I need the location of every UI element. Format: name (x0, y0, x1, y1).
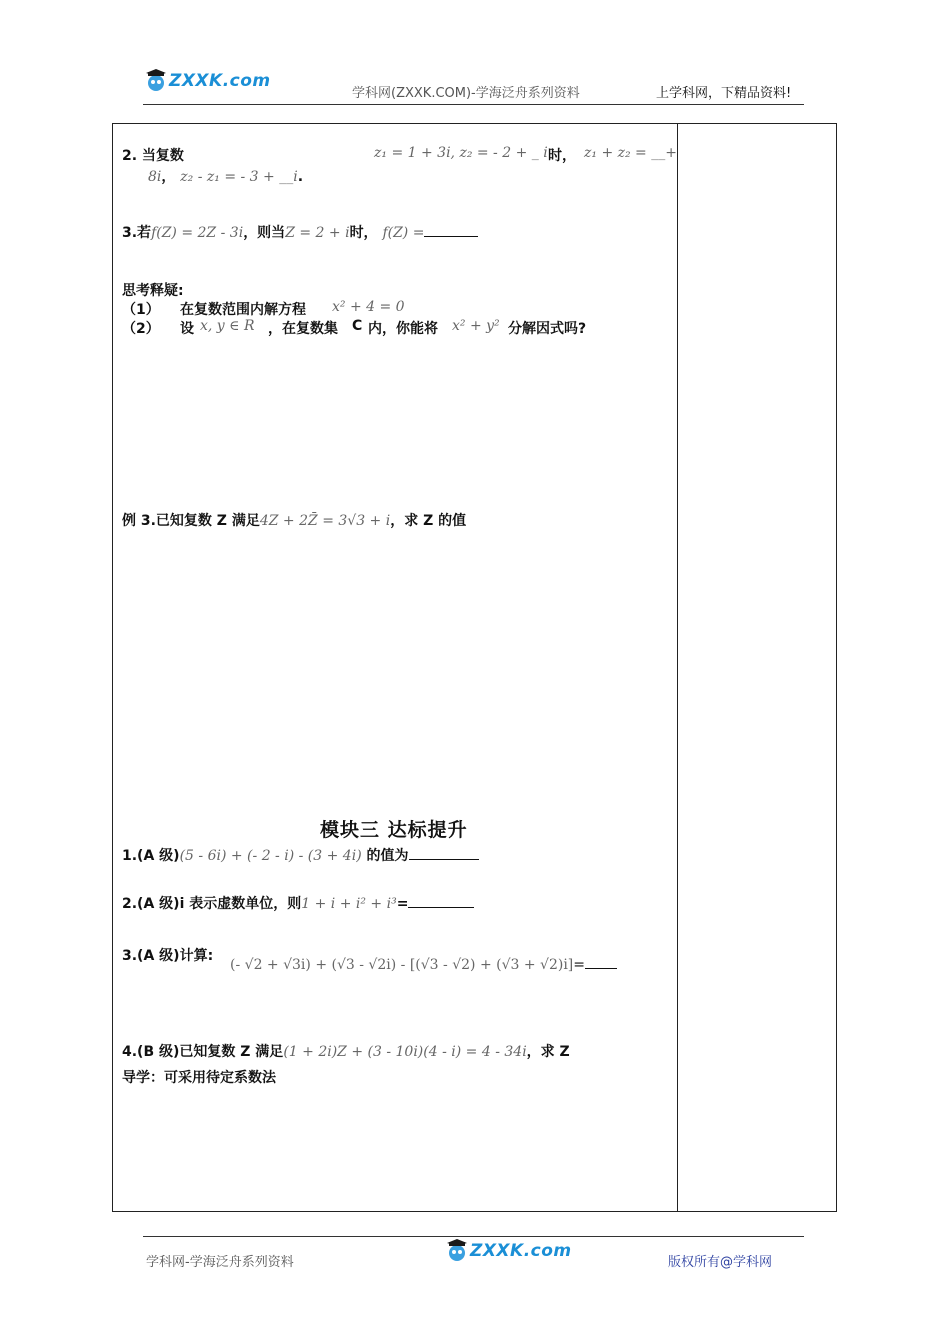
p4-label: 4.(B 级)已知复数 Z 满足 (122, 1044, 284, 1060)
q3-shi: 时， (349, 225, 378, 241)
footer-logo (444, 1238, 572, 1264)
header-logo (143, 68, 271, 94)
think2-expr: x² + y² (452, 318, 500, 334)
p2-expr: 1 + i + i² + i³ (301, 896, 397, 912)
think-item-2 (122, 318, 587, 338)
q2-end: . (297, 169, 304, 185)
q2-sum: z₁ + z₂ = __+ (584, 145, 677, 161)
q3-label: 3.若 (122, 225, 152, 241)
think2-e: 分解因式吗? (508, 321, 587, 337)
p1-tail: 的值为 (366, 848, 409, 864)
p4-expr: (1 + 2i)Z + (3 - 10i)(4 - i) = 4 - 34i (283, 1044, 527, 1060)
q2-cont: 8i (148, 169, 162, 185)
p3-expr: (- √2 + √3i) + (√3 - √2i) - [(√3 - √2) + (√3 + √2)i] (230, 957, 574, 973)
ex3-b: ，求 Z 的值 (390, 513, 467, 529)
q3-answer-blank[interactable] (424, 224, 478, 237)
practice-4-hint: 导学：可采用待定系数法 (122, 1070, 276, 1086)
q2-sep: ， (161, 169, 176, 185)
q2-diff: z₂ - z₁ = - 3 + __i (180, 169, 298, 185)
think1-num: （1） (122, 302, 160, 318)
question-3 (122, 222, 478, 242)
think1-text: 在复数范围内解方程 (180, 302, 306, 318)
think2-a: 设 (180, 321, 194, 337)
p1-label: 1.(A 级) (122, 848, 180, 864)
practice-1 (122, 845, 479, 865)
q3-f2: f(Z) = (382, 225, 425, 241)
practice-2 (122, 893, 474, 913)
think2-d: 内，你能将 (368, 321, 438, 337)
p3-eq: = (573, 957, 586, 973)
question-2-line2 (148, 166, 303, 186)
p2-answer-blank[interactable] (408, 895, 474, 908)
think1-eq: x² + 4 = 0 (332, 299, 405, 315)
ex3-a: 例 3.已知复数 Z 满足 (122, 513, 260, 529)
header-center-text: 学科网(ZXXK.COM)-学海泛舟系列资料 (352, 86, 580, 101)
p4-tail: ，求 Z (526, 1044, 570, 1060)
q3-z: Z = 2 + i (285, 225, 350, 241)
p1-expr: (5 - 6i) + (- 2 - i) - (3 + 4i) (179, 848, 362, 864)
footer-left-text: 学科网-学海泛舟系列资料 (146, 1255, 294, 1270)
q2-label: 2. 当复数 (122, 148, 184, 164)
practice-3-expr (230, 956, 617, 973)
think-item-1 (122, 299, 405, 319)
module3-title: 模块三 达标提升 (320, 819, 468, 841)
think2-vars: x, y ∈ R (200, 318, 255, 334)
q2-condition: z₁ = 1 + 3i, z₂ = - 2 + _ i (374, 145, 548, 161)
question-2-line1 (122, 145, 677, 165)
footer-rule (143, 1236, 804, 1237)
header-rule (143, 104, 804, 105)
table-column-divider (677, 123, 678, 1212)
practice-3-label: 3.(A 级)计算: (122, 948, 214, 964)
think2-num: （2） (122, 321, 160, 337)
footer-copyright-link[interactable]: 版权所有@学科网 (668, 1255, 773, 1270)
footer-logo-wordmark: ZXXK.com (470, 1241, 572, 1261)
q3-mid: ，则当 (243, 225, 286, 241)
header-right-text: 上学科网，下精品资料! (656, 86, 792, 101)
ex3-eq: 4Z + 2Z̄ = 3√3 + i (259, 513, 391, 529)
q3-f: f(Z) = 2Z - 3i (151, 225, 244, 241)
p1-answer-blank[interactable] (409, 847, 479, 860)
logo-wordmark: ZXXK.com (169, 71, 271, 91)
p2-label: 2.(A 级)i 表示虚数单位，则 (122, 896, 302, 912)
p2-eq: = (396, 896, 409, 912)
think2-c: C (352, 318, 363, 334)
think2-b: ，在复数集 (268, 321, 338, 337)
p3-answer-blank[interactable] (585, 956, 617, 969)
mascot-icon (143, 68, 169, 94)
think-title: 思考释疑: (122, 283, 184, 299)
mascot-icon (444, 1238, 470, 1264)
q2-shi: 时， (548, 148, 576, 164)
practice-4 (122, 1041, 570, 1061)
example-3 (122, 510, 466, 530)
